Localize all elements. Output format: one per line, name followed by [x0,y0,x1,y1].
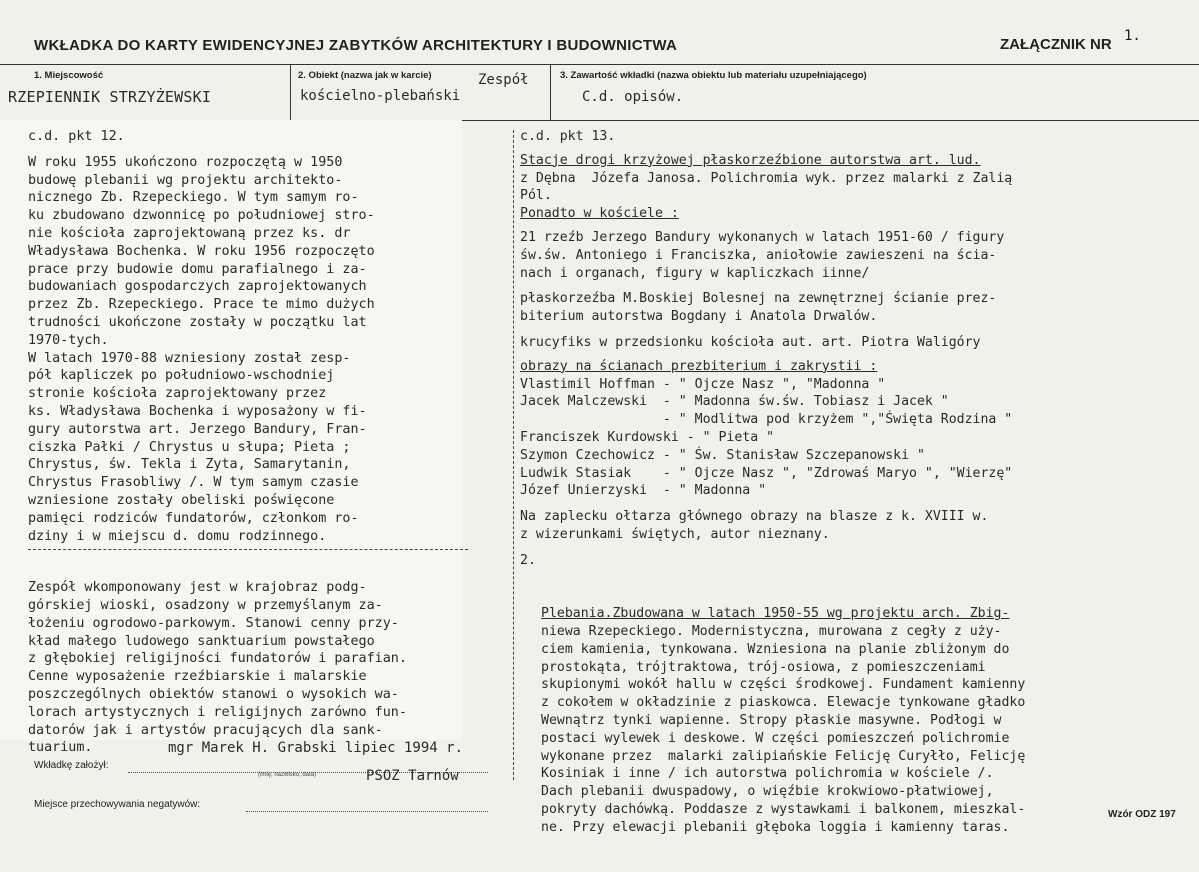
painting-line: Vlastimil Hoffman - " Ojcze Nasz ", "Madonna " [520,376,886,392]
dashed-separator [28,549,468,568]
stations-text [520,152,1196,205]
made-by-label: Wkładkę założył: [34,760,109,771]
field-2-label: 2. Obiekt (nazwa jak w karcie) [298,70,432,81]
text-line: budowę plebanii wg projektu architekto- [28,172,343,188]
paragraph-1 [28,154,468,350]
text-line: z wizerunkami świętych, autor nieznany. [520,526,830,542]
text-line: Władysława Bochenka. W roku 1956 rozpoczęto [28,243,375,259]
text-line: górskiej wioski, osadzony w przemyślanym za- [28,597,383,613]
painting-line: - " Modlitwa pod krzyżem ","Święta Rodzina " [520,412,1013,428]
annex-number: 1. [1124,28,1141,44]
text-line: 21 rzeźb Jerzego Bandury wykonanych w latach 1951-60 / figury [520,229,1005,245]
annex-label: ZAŁĄCZNIK NR [1000,36,1112,53]
sculptures-text [520,229,1196,282]
painting-line: Jacek Malczewski - " Madonna św.św. Tobiasz i Jacek " [520,394,949,410]
field-1-label: 1. Miejscowość [34,70,104,81]
name-date-hint: (imię, nazwisko, data) [258,772,317,778]
negatives-line [246,811,488,812]
paintings-list [520,376,1196,501]
text-line: Kosiniak i inne / ich autorstwa polichromia w kościele /. [541,766,994,782]
painting-line: Franciszek Kurdowski - " Pieta " [520,429,775,445]
field-3-label: 3. Zawartość wkładki (nazwa obiektu lub materiału uzupełniającego) [560,70,867,81]
field-divider-2 [550,64,551,120]
right-column [520,128,1196,872]
text-line: W roku 1955 ukończono rozpoczętą w 1950 [28,154,343,170]
text-line: Stacje drogi krzyżowej płaskorzeźbione autorstwa art. lud. [520,152,981,168]
rectory-text [541,605,1196,836]
text-line: Chrystus Frasobliwy /. W tym samym czasie [28,475,359,491]
left-heading: c.d. pkt 12. [28,129,125,144]
text-line: 1970-tych. [28,332,109,348]
text-line: pamięci rodziców fundatorów, członkom ro- [28,510,359,526]
right-heading: c.d. pkt 13. [520,129,616,144]
text-line: płaskorzeźba M.Boskiej Bolesnej na zewnętrznej ścianie prez- [520,291,997,307]
text-line: tuarium. [28,740,93,756]
negatives-label: Miejsce przechowywania negatywów: [34,799,201,810]
left-column [28,128,468,757]
text-line: Zespół wkomponowany jest w krajobraz podg- [28,580,367,596]
painting-line: Ludwik Stasiak - " Ojcze Nasz ", "Zdrowaś Maryo ", "Wierzę" [520,465,1013,481]
text-line: stronie kościoła zaprojektowany przez [28,386,327,402]
text-line: prace przy budowie domu parafialnego i za- [28,261,367,277]
form-id: Wzór ODZ 197 [1108,809,1176,820]
text-line: ciszka Pałki / Chrystus u słupa; Pieta ; [28,439,351,455]
text-line: ciem kamienia, tynkowana. Wzniesiona na planie zbliżonym do [541,641,1010,657]
institution: PSOZ Tarnów [366,768,459,784]
text-line: wykonane przez malarki zalipiańskie Felicję Curyłło, Felicję [541,748,1026,764]
text-line: Dach plebanii dwuspadowy, o więźbie krokwiowo-płatwiowej, [541,784,994,800]
paragraph-3 [28,579,468,757]
text-line: przez Zb. Rzepeckiego. Prace te mimo dużych [28,297,375,313]
text-line: Cenne wyposażenie rzeźbiarskie i malarskie [28,669,367,685]
text-line: niewa Rzepeckiego. Modernistyczna, murowana z cegły z uży- [541,623,1002,639]
text-line: ku zbudowano dzwonnicę po południowej stro- [28,208,375,224]
paragraph-2 [28,350,468,546]
text-line: Pól. [520,188,552,204]
text-line: nicznego Zb. Rzepeckiego. W tym samym ro- [28,190,359,206]
text-line: ks. Władysława Bochenka i wyposażony w fi- [28,403,367,419]
altar-text [520,508,1196,544]
text-line: Na zaplecku ołtarza głównego obrazy na blasze z k. XVIII w. [520,509,989,525]
field-2-value-a: Zespół [478,72,529,88]
text-line: Chrystus, św. Tekla i Zyta, Samarytanin, [28,457,351,473]
text-line: Plebania.Zbudowana w latach 1950-55 wg projektu arch. Zbig- [541,606,1010,622]
text-line: trudności ukończone zostały w początku lat [28,314,367,330]
text-line: z głębokiej religijności fundatorów i parafian. [28,651,407,667]
crucifix-text: krucyfiks w przedsionku kościoła aut. art. Piotra Waligóry [520,334,981,350]
text-line: ne. Przy elewacji plebanii głęboka loggia i kamienny taras. [541,819,1010,835]
text-line: pokryty dachówką. Poddasze z wystawkami i balkonem, mieszkal- [541,801,1026,817]
text-line: poszczególnych obiektów stanowi o wysokich wa- [28,686,399,702]
text-line: biterium autorstwa Bogdany i Anatola Drwalów. [520,309,878,325]
header-rule [0,64,1199,65]
text-line: postaci wylewek i deskowe. W części pomieszczeń polichromie [541,730,1010,746]
field-2-value-b: kościelno-plebański [300,88,461,104]
text-line: gury autorstwa art. Jerzego Bandury, Fran- [28,421,367,437]
text-line: z Dębna Józefa Janosa. Polichromia wyk. przez malarki z Zalią [520,170,1013,186]
card-title: WKŁADKA DO KARTY EWIDENCYJNEJ ZABYTKÓW ARCHITEKTURY I BUDOWNICTWA [34,37,678,54]
painting-line: Józef Unierzyski - " Madonna " [520,483,767,499]
text-line: budowaniach gospodarczych zaprojektowanych [28,279,367,295]
text-line: kład małego ludowego sanktuarium powstałego [28,633,375,649]
text-line: św.św. Antoniego i Franciszka, aniołowie zawieszeni na ścia- [520,247,997,263]
text-line: prostokąta, trójtraktowa, trój-osiowa, z pomieszczeniami [541,659,986,675]
paintings-heading: obrazy na ścianach prezbiterium i zakrystii : [520,358,878,374]
text-line: datorów jak i artystów pracujących dla sank- [28,722,383,738]
text-line: pół kapliczek po południowo-wschodniej [28,368,335,384]
field-3-value: C.d. opisów. [582,89,684,105]
rectory-number: 2. [520,552,536,568]
text-line: łożeniu ogrodowo-parkowym. Stanowi cenny przy- [28,615,399,631]
text-line: z cokołem w okładzinie z piaskowca. Elewacje tynkowane gładko [541,695,1026,711]
field-divider-1 [290,64,291,120]
painting-line: Szymon Czechowicz - " Św. Stanisław Szczepanowski " [520,447,925,463]
text-line: nach i organach, figury w kapliczkach iinne/ [520,265,870,281]
author-signature: mgr Marek H. Grabski lipiec 1994 r. [168,740,464,756]
text-line: dziny i w miejscu d. domu rodzinnego. [28,528,327,544]
field-1-value: RZEPIENNIK STRZYŻEWSKI [8,88,212,106]
relief-text [520,290,1196,326]
text-line: nie kościoła zaprojektowaną przez ks. dr [28,225,351,241]
text-line: W latach 1970-88 wzniesiony został zesp- [28,350,351,366]
text-line: Wewnątrz tynki wapienne. Stropy płaskie masywne. Podłogi w [541,712,1002,728]
text-line: wzniesione zostały obeliski poświęcone [28,492,335,508]
text-line: lorach artystycznych i religijnych zarówno fun- [28,704,407,720]
column-divider [513,130,514,780]
text-line: skupionymi wokół hallu w części środkowej. Fundament kamienny [541,677,1026,693]
also-heading: Ponadto w kościele : [520,206,679,222]
